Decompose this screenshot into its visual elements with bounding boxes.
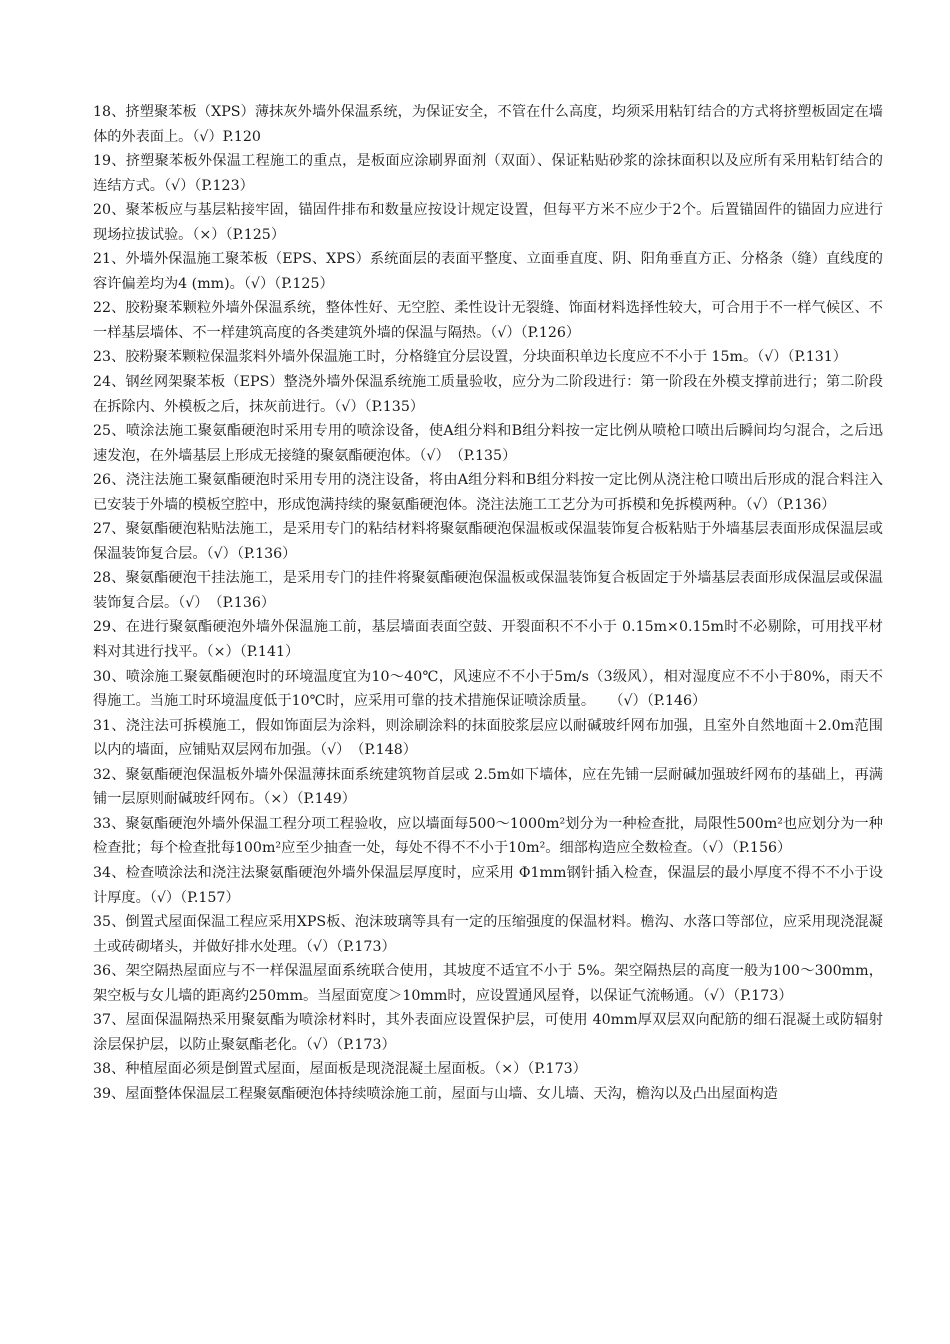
question-29: 29、在进行聚氨酯硬泡外墙外保温施工前，基层墙面表面空鼓、开裂面积不不小于 0.15m×0.15m时不必剔除，可用找平材料对其进行找平。（×）（P.141） bbox=[93, 619, 883, 661]
question-28: 28、聚氨酯硬泡干挂法施工，是采用专门的挂件将聚氨酯硬泡保温板或保温装饰复合板固定于外墙基层表面形成保温层或保温装饰复合层。（√） （P.136） bbox=[93, 570, 883, 611]
question-23: 23、胶粉聚苯颗粒保温浆料外墙外保温施工时，分格缝宜分层设置，分块面积单边长度应不不小于 15m。（√）（P.131） bbox=[93, 349, 847, 366]
question-32: 32、聚氨酯硬泡保温板外墙外保温薄抹面系统建筑物首层或 2.5m如下墙体，应在先铺一层耐碱加强玻纤网布的基础上，再满铺一层原则耐碱玻纤网布。（×）（P.149） bbox=[93, 766, 883, 808]
question-21: 21、外墙外保温施工聚苯板（EPS、XPS）系统面层的表面平整度、立面垂直度、阴、阳角垂直方正、分格条（缝）直线度的容许偏差均为4 (mm)。（√）（P.125） bbox=[93, 251, 883, 292]
question-35: 35、倒置式屋面保温工程应采用XPS板、泡沫玻璃等具有一定的压缩强度的保温材料。檐沟、水落口等部位，应采用现浇混凝土或砖砌堵头，并做好排水处理。（√）（P.173） bbox=[93, 914, 883, 955]
document-body bbox=[93, 100, 883, 1106]
question-20: 20、聚苯板应与基层粘接牢固，锚固件排布和数量应按设计规定设置，但每平方米不应少于2个。后置锚固件的锚固力应进行现场拉拔试验。（×）（P.125） bbox=[93, 202, 883, 243]
question-26: 26、浇注法施工聚氨酯硬泡时采用专用的浇注设备，将由A组分料和B组分料按一定比例从浇注枪口喷出后形成的混合料注入已安装于外墙的模板空腔中，形成饱满持续的聚氨酯硬泡体。浇注法施工工艺分为可拆模和免拆模两种。（√）（P.136） bbox=[93, 472, 883, 513]
question-22: 22、胶粉聚苯颗粒外墙外保温系统，整体性好、无空腔、柔性设计无裂缝、饰面材料选择性较大，可合用于不一样气候区、不一样基层墙体、不一样建筑高度的各类建筑外墙的保温与隔热。（√）（P.126） bbox=[93, 300, 883, 341]
question-25: 25、喷涂法施工聚氨酯硬泡时采用专用的喷涂设备，使A组分料和B组分料按一定比例从喷枪口喷出后瞬间均匀混合，之后迅速发泡，在外墙基层上形成无接缝的聚氨酯硬泡体。（√） （P.135） bbox=[93, 423, 883, 464]
question-33: 33、聚氨酯硬泡外墙外保温工程分项工程验收，应以墙面每500～1000m²划分为一种检查批，局限性500m²也应划分为一种检查批；每个检查批每100m²应至少抽查一处，每处不得不不小于10m²。细部构造应全数检查。（√）（P.156） bbox=[93, 815, 883, 857]
question-18: 18、挤塑聚苯板（XPS）薄抹灰外墙外保温系统，为保证安全，不管在什么高度，均须采用粘钉结合的方式将挤塑板固定在墙体的外表面上。（√）P.120 bbox=[93, 104, 883, 145]
question-19: 19、挤塑聚苯板外保温工程施工的重点，是板面应涂刷界面剂（双面）、保证粘贴砂浆的涂抹面积以及应所有采用粘钉结合的连结方式。（√）（P.123） bbox=[93, 153, 883, 194]
question-38: 38、种植屋面必须是倒置式屋面，屋面板是现浇混凝土屋面板。（×）（P.173） bbox=[93, 1061, 587, 1078]
question-24: 24、钢丝网架聚苯板（EPS）整浇外墙外保温系统施工质量验收，应分为二阶段进行：第一阶段在外模支撑前进行；第二阶段在拆除内、外模板之后，抹灰前进行。（√）（P.135） bbox=[93, 374, 883, 415]
question-31: 31、浇注法可拆模施工，假如饰面层为涂料，则涂刷涂料的抹面胶浆层应以耐碱玻纤网布加强，且室外自然地面＋2.0m范围以内的墙面，应铺贴双层网布加强。（√） （P.148） bbox=[93, 717, 883, 759]
question-27: 27、聚氨酯硬泡粘贴法施工，是采用专门的粘结材料将聚氨酯硬泡保温板或保温装饰复合板粘贴于外墙基层表面形成保温层或保温装饰复合层。（√）（P.136） bbox=[93, 521, 883, 562]
question-36: 36、架空隔热屋面应与不一样保温屋面系统联合使用，其坡度不适宜不小于 5%。架空隔热层的高度一般为100～300mm，架空板与女儿墙的距离约250mm。当屋面宽度＞10mm时，应设置通风屋脊，以保证气流畅通。（√）（P.173） bbox=[93, 963, 883, 1004]
question-39: 39、屋面整体保温层工程聚氨酯硬泡体持续喷涂施工前，屋面与山墙、女儿墙、天沟，檐沟以及凸出屋面构造 bbox=[93, 1085, 778, 1102]
question-37: 37、屋面保温隔热采用聚氨酯为喷涂材料时，其外表面应设置保护层，可使用 40mm厚双层双向配筋的细石混凝土或防辐射涂层保护层，以防止聚氨酯老化。（√）（P.173） bbox=[93, 1012, 883, 1053]
question-30: 30、喷涂施工聚氨酯硬泡时的环境温度宜为10～40℃，风速应不不小于5m/s（3级风），相对湿度应不不小于80%，雨天不得施工。当施工时环境温度低于10℃时，应采用可靠的技术措施保证喷涂质量。 （√）（P.146） bbox=[93, 668, 883, 710]
question-34: 34、检查喷涂法和浇注法聚氨酯硬泡外墙外保温层厚度时，应采用 Φ1mm钢针插入检查，保温层的最小厚度不得不不小于设计厚度。（√）（P.157） bbox=[93, 864, 883, 906]
